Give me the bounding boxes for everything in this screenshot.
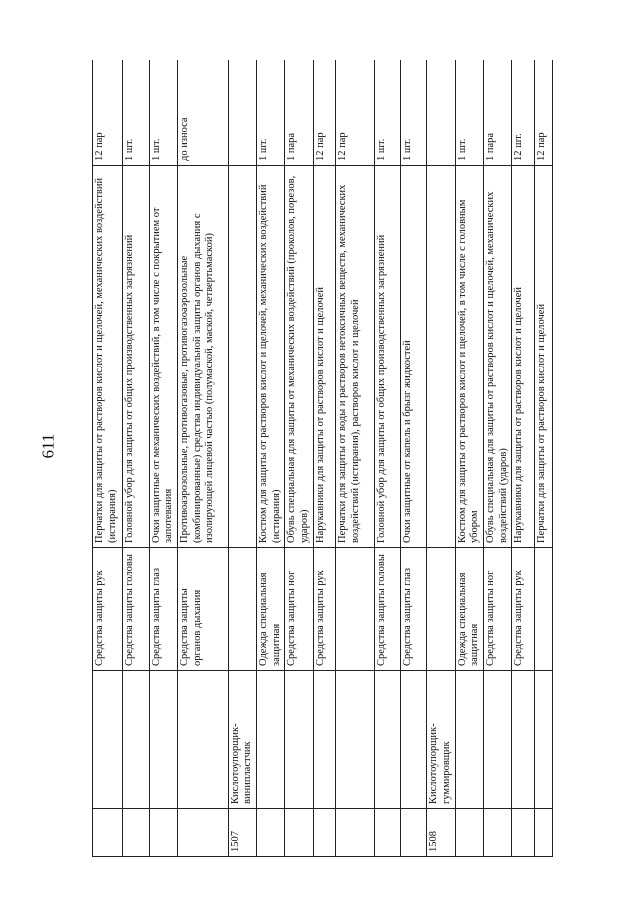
ppe-category-cell: Средства защиты глаз	[400, 548, 426, 671]
row-number-cell	[285, 809, 313, 857]
ppe-item-cell: Перчатки для защиты от растворов кислот и щелочей	[534, 166, 552, 548]
ppe-category-cell: Средства защиты ног	[285, 548, 313, 671]
quantity-cell: 12 пар	[336, 60, 374, 166]
row-number-cell	[93, 809, 123, 857]
profession-cell	[257, 671, 285, 809]
rotated-table-viewport	[92, 60, 553, 857]
ppe-item-cell	[427, 166, 455, 548]
ppe-category-cell: Средства защиты рук	[313, 548, 335, 671]
ppe-category-cell: Средства защиты ног	[484, 548, 512, 671]
profession-cell	[313, 671, 335, 809]
ppe-item-cell: Головной убор для защиты от общих производственных загрязнений	[123, 166, 149, 548]
ppe-category-cell: Средства защиты глаз	[149, 548, 177, 671]
row-number-cell	[178, 809, 229, 857]
quantity-cell: 1 пара	[484, 60, 512, 166]
ppe-category-cell: Одежда специальная защитная	[257, 548, 285, 671]
ppe-item-cell: Очки защитные от механических воздействий, в том числе с покрытием от запотевания	[149, 166, 177, 548]
quantity-cell: до износа	[178, 60, 229, 166]
ppe-category-cell	[534, 548, 552, 671]
profession-cell	[93, 671, 123, 809]
row-number-cell: 1508	[427, 809, 455, 857]
table-row	[285, 60, 313, 857]
ppe-category-cell: Средства защиты головы	[374, 548, 400, 671]
quantity-cell	[228, 60, 256, 166]
row-number-cell	[336, 809, 374, 857]
page-number: 611	[38, 433, 58, 459]
ppe-item-cell: Перчатки для защиты от воды и растворов нетоксичных веществ, механических воздействий (истирания), растворов кислот и щелочей	[336, 166, 374, 548]
table-row	[228, 60, 256, 857]
table-row	[313, 60, 335, 857]
ppe-item-cell: Очки защитные от капель и брызг жидкостей	[400, 166, 426, 548]
ppe-item-cell	[228, 166, 256, 548]
ppe-category-cell: Средства защиты органов дыхания	[178, 548, 229, 671]
ppe-category-cell: Средства защиты рук	[512, 548, 534, 671]
quantity-cell: 12 пар	[93, 60, 123, 166]
quantity-cell: 1 шт.	[455, 60, 483, 166]
profession-cell	[512, 671, 534, 809]
ppe-category-cell: Одежда специальная защитная	[455, 548, 483, 671]
profession-cell	[336, 671, 374, 809]
row-number-cell	[149, 809, 177, 857]
profession-cell: Кислотоупорщик-винипластчик	[228, 671, 256, 809]
table-row	[427, 60, 455, 857]
table-row	[400, 60, 426, 857]
ppe-item-cell: Противоаэрозольные, противогазовые, противогазоаэрозольные (комбинированные) средства индивидуальной защиты органов дыхания с изолирующей лицевой частью (полумаской, маской, четвертьмаской)	[178, 166, 229, 548]
profession-cell	[534, 671, 552, 809]
row-number-cell	[313, 809, 335, 857]
profession-cell	[455, 671, 483, 809]
row-number-cell	[455, 809, 483, 857]
table-row	[336, 60, 374, 857]
profession-cell	[374, 671, 400, 809]
ppe-norms-table	[92, 60, 553, 857]
quantity-cell: 12 пар	[534, 60, 552, 166]
profession-cell	[484, 671, 512, 809]
quantity-cell	[427, 60, 455, 166]
row-number-cell	[257, 809, 285, 857]
row-number-cell	[400, 809, 426, 857]
table-row	[512, 60, 534, 857]
quantity-cell: 1 шт.	[374, 60, 400, 166]
row-number-cell	[123, 809, 149, 857]
rotated-table-container	[92, 60, 553, 857]
profession-cell	[285, 671, 313, 809]
table-row	[123, 60, 149, 857]
table-row	[484, 60, 512, 857]
ppe-item-cell: Нарукавники для защиты от растворов кислот и щелочей	[313, 166, 335, 548]
profession-cell: Кислотоупорщик-гуммировщик	[427, 671, 455, 809]
row-number-cell: 1507	[228, 809, 256, 857]
row-number-cell	[534, 809, 552, 857]
quantity-cell: 1 шт.	[123, 60, 149, 166]
profession-cell	[123, 671, 149, 809]
profession-cell	[178, 671, 229, 809]
row-number-cell	[374, 809, 400, 857]
ppe-item-cell: Головной убор для защиты от общих производственных загрязнений	[374, 166, 400, 548]
table-body	[93, 60, 553, 857]
quantity-cell: 1 шт.	[257, 60, 285, 166]
quantity-cell: 1 пара	[285, 60, 313, 166]
profession-cell	[149, 671, 177, 809]
ppe-category-cell: Средства защиты головы	[123, 548, 149, 671]
ppe-category-cell	[336, 548, 374, 671]
table-row	[257, 60, 285, 857]
quantity-cell: 1 шт.	[400, 60, 426, 166]
ppe-item-cell: Обувь специальная для защиты от механических воздействий (проколов, порезов, ударов)	[285, 166, 313, 548]
ppe-category-cell	[228, 548, 256, 671]
ppe-category-cell	[427, 548, 455, 671]
ppe-item-cell: Костюм для защиты от растворов кислот и щелочей, механических воздействий (истирания)	[257, 166, 285, 548]
table-row	[178, 60, 229, 857]
row-number-cell	[484, 809, 512, 857]
ppe-item-cell: Перчатки для защиты от растворов кислот и щелочей, механических воздействий (истирания)	[93, 166, 123, 548]
table-row	[534, 60, 552, 857]
ppe-item-cell: Нарукавники для защиты от растворов кислот и щелочей	[512, 166, 534, 548]
table-row	[455, 60, 483, 857]
ppe-category-cell: Средства защиты рук	[93, 548, 123, 671]
row-number-cell	[512, 809, 534, 857]
quantity-cell: 1 шт.	[149, 60, 177, 166]
quantity-cell: 12 шт.	[512, 60, 534, 166]
ppe-item-cell: Обувь специальная для защиты от растворов кислот и щелочей, механических воздействий (ударов)	[484, 166, 512, 548]
table-row	[374, 60, 400, 857]
profession-cell	[400, 671, 426, 809]
ppe-item-cell: Костюм для защиты от растворов кислот и щелочей, в том числе с головным убором	[455, 166, 483, 548]
quantity-cell: 12 пар	[313, 60, 335, 166]
table-row	[93, 60, 123, 857]
table-row	[149, 60, 177, 857]
